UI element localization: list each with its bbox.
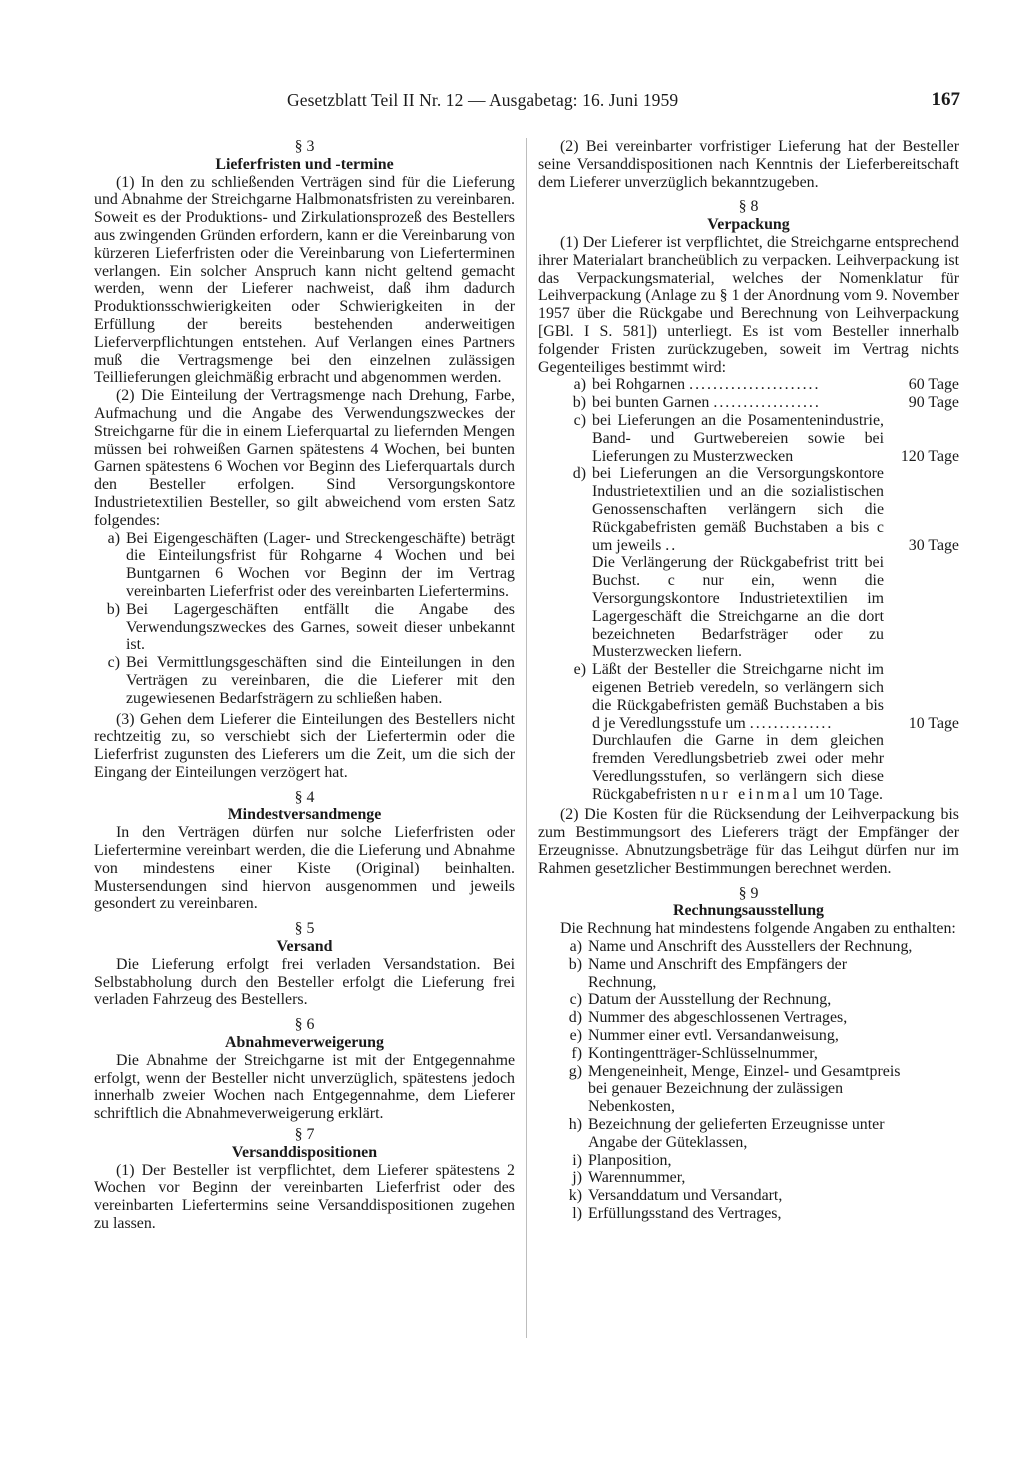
list-item-text: Planposition,	[588, 1151, 672, 1169]
list-item-label: a)	[573, 376, 586, 394]
paragraph: Die Lieferung erfolgt frei verladen Versandstation. Bei Selbstabholung durch den Besteller erfolgt die Lieferung frei verladen Fahrzeug des Bestellers.	[94, 955, 515, 1009]
list-item-text: bei bunten Garnen	[592, 394, 710, 412]
section-title: Rechnungsausstellung	[672, 902, 824, 920]
list-item	[538, 991, 959, 1009]
return-period-item	[538, 394, 959, 412]
paragraph: (2) Die Kosten für die Rücksendung der Leihverpackung bis zum Bestimmungsort des Lieferers trägt der Empfänger der Erzeugnisse. Abnutzungsbeträge für das Leihgut dürfen nur im Rahmen gesetzlicher Bestimmungen berechnet werden.	[538, 806, 959, 877]
leader-dots: ..................	[713, 394, 821, 412]
list-item-text: Mengeneinheit, Menge, Einzel- und Gesamtpreis bei genauer Bezeichnung der zulässigen Nebenkosten,	[588, 1062, 901, 1116]
list-item-label: b)	[572, 394, 586, 412]
list-item	[538, 1063, 959, 1116]
list-item-continuation: Durchlaufen die Garne in dem gleichen fremden Veredlungsbetrieb zwei oder mehr Veredlungsstufen, so verlängern sich diese Rückgabefristen nur einmal um 10 Tage.	[592, 732, 884, 803]
list-item-text: Kontingentträger-Schlüsselnummer,	[588, 1044, 818, 1062]
list-item-text: bei Rohgarnen	[592, 376, 686, 394]
section-title: Lieferfristen und -termine	[215, 155, 394, 173]
list-item-text: Bei Eigengeschäften (Lager- und Streckengeschäfte) beträgt die Einteilungsfrist für Rohgarne 4 Wochen und bei Buntgarnen 6 Wochen vor Beginn der im Vertrag vereinbarten Lieferfrist oder des vereinbarten Liefertermins.	[126, 529, 515, 600]
list-item-label: d)	[568, 1009, 582, 1027]
section-title: Mindestversandmenge	[227, 806, 382, 824]
return-period-value: 120 Tage	[900, 447, 959, 465]
list-item	[538, 1009, 959, 1027]
list-item-text: Erfüllungsstand des Vertrages,	[588, 1205, 782, 1223]
list-item-label: g)	[568, 1062, 582, 1080]
list-item	[94, 601, 515, 654]
right-column	[538, 138, 959, 1223]
paragraph: Die Abnahme der Streichgarne ist mit der Entgegennahme erfolgt, wenn der Besteller nicht unverzüglich, spätestens jedoch innerhalb zweier Wochen nach Entgegennahme, dem Lieferer schriftlich die Abnahmeverweigerung erklärt.	[94, 1051, 515, 1123]
section-title: Versand	[276, 938, 333, 956]
section-number: § 8	[738, 198, 759, 216]
return-period-value: 10 Tage	[908, 714, 959, 732]
list-item-label: e)	[569, 1027, 582, 1045]
spaced-emphasis: nur einmal	[700, 785, 801, 803]
left-column	[94, 138, 515, 1233]
list-item-label: c)	[573, 411, 586, 429]
paragraph: In den Verträgen dürfen nur solche Lieferfristen oder Liefertermine vereinbart werden, die die Lieferung und Abnahme von mindestens einer Kiste (Original) beinhalten. Mustersendungen sind hiervon ausgenommen und jeweils gesondert zu vereinbaren.	[94, 824, 515, 913]
return-period-item	[538, 661, 959, 732]
list-item-text: Läßt der Besteller die Streichgarne nicht im eigenen Betrieb veredeln, so verlängern sich die Rückgabefristen gemäß Buchstaben a bis d je Veredlungsstufe um	[592, 661, 884, 732]
list-item-text: Bezeichnung der gelieferten Erzeugnisse unter Angabe der Güteklassen,	[588, 1116, 885, 1151]
section-4	[94, 789, 515, 914]
paragraph: (2) Die Einteilung der Vertragsmenge nach Drehung, Farbe, Aufmachung und die Angabe des Verwendungszweckes der Streichgarne für die in einem Lieferquartal zu liefernden Mengen müssen bei rohweißen Garnen spätestens 4 Wochen, bei bunten Garnen spätestens 6 Wochen vor Beginn des Lieferquartals durch den Besteller erfolgen. Sind Versorgungskontore Industrietextilien Besteller, so gilt abweichend vom ersten Satz folgendes:	[94, 387, 515, 529]
list-item-label: h)	[568, 1116, 582, 1134]
section-title: Versanddispositionen	[231, 1143, 378, 1161]
list-item	[94, 530, 515, 601]
section-title: Abnahmeverweigerung	[225, 1034, 384, 1052]
invoice-requirements-list	[538, 938, 959, 1223]
leader-dots: ..	[665, 536, 678, 554]
list-item-text: bei Lieferungen an die Versorgungskontore Industrietextilien und an die sozialistischen Genossenschaften verlängern sich die Rückgabefristen gemäß Buchstaben a bis c um jeweils	[592, 465, 884, 554]
list-item-label: k)	[568, 1187, 582, 1205]
list-item	[538, 1187, 959, 1205]
paragraph: (1) Der Besteller ist verpflichtet, dem Lieferer spätestens 2 Wochen vor Beginn der vereinbarten Lieferfrist oder des vereinbarten Liefertermins seine Versanddispositionen zugehen zu lassen.	[94, 1161, 515, 1233]
leader-dots: ......................	[689, 376, 821, 394]
section-number: § 6	[294, 1016, 315, 1034]
list-item	[538, 1205, 959, 1223]
list-item-text: Versanddatum und Versandart,	[588, 1187, 783, 1205]
list-item-label: a)	[107, 529, 120, 547]
return-period-item	[538, 412, 959, 465]
paragraph: (3) Gehen dem Lieferer die Einteilungen des Bestellers nicht rechtzeitig zu, so verschiebt sich der Liefertermin oder die Lieferfrist zugunsten des Lieferers um die Zeit, um die sich der Eingang der Einteilungen verzögert hat.	[94, 710, 515, 781]
section-number: § 5	[294, 920, 315, 938]
list-item-text: Name und Anschrift des Ausstellers der Rechnung,	[588, 938, 913, 956]
list-item-label: j)	[572, 1169, 582, 1187]
list-item	[538, 1027, 959, 1045]
list-item-text: bei Lieferungen an die Posamentenindustrie, Band- und Gurtwebereien sowie bei Lieferungen zu Musterzwecken	[592, 411, 884, 465]
list-item-label: a)	[569, 938, 582, 956]
section-9	[538, 885, 959, 1223]
leader-dots: ..............	[749, 714, 834, 732]
section-number: § 4	[294, 788, 315, 806]
list-item-text: Warennummer,	[588, 1169, 686, 1187]
return-period-item	[538, 376, 959, 394]
list-item-label: f)	[571, 1044, 582, 1062]
list-item-text: Name und Anschrift des Empfängers der Rechnung,	[588, 955, 848, 991]
list-item	[94, 654, 515, 707]
section-8	[538, 198, 959, 877]
paragraph: Die Rechnung hat mindestens folgende Angaben zu enthalten:	[560, 920, 956, 938]
list-item-label: c)	[569, 991, 582, 1009]
list-item	[538, 938, 959, 956]
section-number: § 7	[294, 1126, 315, 1144]
page-header	[94, 90, 960, 118]
column-divider	[526, 138, 527, 1338]
list-item-label: e)	[573, 661, 586, 679]
list-item-text: Bei Lagergeschäften entfällt die Angabe des Verwendungszweckes des Garnes, soweit dieser unbekannt ist.	[126, 600, 515, 654]
section-3	[94, 138, 515, 782]
list-item-text: Nummer des abgeschlossenen Vertrages,	[588, 1009, 848, 1027]
gazette-header-title: Gesetzblatt Teil II Nr. 12 — Ausgabetag: 16. Juni 1959	[287, 90, 679, 110]
section-number: § 9	[738, 884, 759, 902]
paragraph: (1) Der Lieferer ist verpflichtet, die Streichgarne entsprechend ihrer Materialart brancheüblich zu verpacken. Leihverpackung ist das Verpackungsmaterial, welches der Nomenklatur für Leihverpackung (Anlage zu § 1 der Anordnung vom 9. November 1957 über die Rückgabe und Berechnung von Leihverpackung [GBl. I S. 581]) unterliegt. Es ist vom Besteller innerhalb folgender Fristen zurückzugeben, soweit im Vertrag nichts Gegenteiliges bestimmt wird:	[538, 233, 959, 376]
list-item-label: d)	[572, 465, 586, 483]
list-item-text: Datum der Ausstellung der Rechnung,	[588, 991, 832, 1009]
return-period-value: 90 Tage	[908, 394, 959, 412]
list-item	[538, 1169, 959, 1187]
paragraph: (1) In den zu schließenden Verträgen sind für die Lieferung und Abnahme der Streichgarne Halbmonatsfristen zu vereinbaren. Soweit es der Produktions- und Zirkulationsprozeß des Bestellers aus zwingenden Gründen erfordern, kann er die Vereinbarung von kürzeren Lieferfristen oder die Vereinbarung von Lieferterminen verlangen. Ein solcher Anspruch kann nicht geltend gemacht werden, wenn der Lieferer nachweist, daß ihm dadurch Produktionsschwierigkeiten oder Schwierigkeiten in der Erfüllung der bereits bestehenden anderweitigen Lieferverpflichtungen entstehen. Auf Verlangen eines Partners muß die Vertragsmenge bei den einzelnen zulässigen Teillieferungen gleichmäßig erbracht und abgenommen werden.	[94, 173, 515, 387]
page-number: 167	[931, 89, 960, 110]
return-period-value: 60 Tage	[908, 376, 959, 394]
list-item-label: b)	[568, 955, 582, 973]
list-item-text: Bei Vermittlungsgeschäften sind die Einteilungen in den Verträgen zu vereinbaren, die die Lieferer mit den zugewiesenen Bedarfsträgern zu schließen haben.	[126, 654, 515, 707]
section-7	[94, 1126, 515, 1233]
section-number: § 3	[294, 138, 315, 155]
list-item	[538, 1045, 959, 1063]
list-item-text: Nummer einer evtl. Versandanweisung,	[588, 1027, 839, 1045]
list-item	[538, 1152, 959, 1170]
list-item	[538, 956, 959, 992]
section-6	[94, 1016, 515, 1123]
paragraph: (2) Bei vereinbarter vorfristiger Lieferung hat der Besteller seine Versanddispositionen nach Kenntnis der Lieferbereitschaft dem Lieferer unverzüglich bekanntzugeben.	[538, 138, 959, 191]
list-item-label: i)	[572, 1151, 582, 1169]
list-item	[538, 1116, 959, 1152]
section-title: Verpackung	[707, 216, 790, 234]
list-item-label: c)	[107, 654, 120, 672]
list-item-label: b)	[106, 600, 120, 618]
return-period-value: 30 Tage	[908, 536, 959, 554]
list-item-label: l)	[572, 1205, 582, 1223]
section-5	[94, 920, 515, 1009]
list-item-continuation: Die Verlängerung der Rückgabefrist tritt bei Buchst. c nur ein, wenn die Versorgungskontore Industrietextilien im Lagergeschäft die Streichgarne an die dort bezeichneten Bedarfsträger oder zu Musterzwecken liefern.	[592, 554, 884, 661]
return-period-item	[538, 465, 959, 554]
